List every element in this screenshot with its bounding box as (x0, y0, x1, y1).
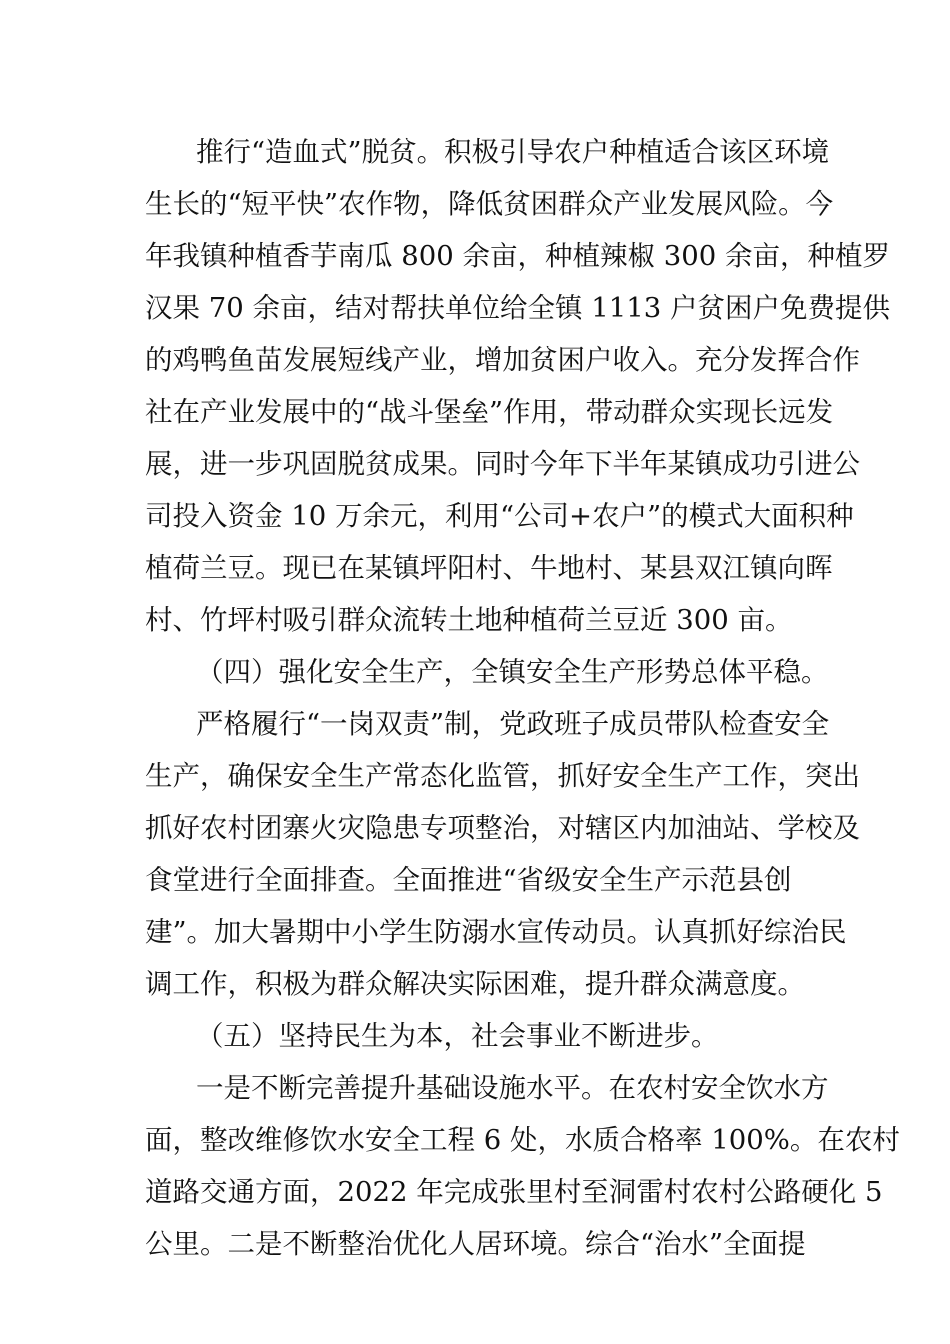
paragraph-line: 面，整改维修饮水安全工程 6 处，水质合格率 100%。在农村 (145, 1124, 900, 1156)
paragraph-line: 食堂进行全面排查。全面推进“省级安全生产示范县创 (145, 864, 792, 896)
paragraph-line: 生长的“短平快”农作物，降低贫困群众产业发展风险。今 (145, 188, 834, 220)
paragraph-line: 年我镇种植香芋南瓜 800 余亩，种植辣椒 300 余亩，种植罗 (145, 240, 890, 272)
paragraph-line: 生产，确保安全生产常态化监管，抓好安全生产工作，突出 (145, 760, 860, 792)
paragraph-line: 严格履行“一岗双责”制，党政班子成员带队检查安全 (196, 708, 830, 740)
section-heading: （四）强化安全生产，全镇安全生产形势总体平稳。 (196, 656, 829, 688)
section-heading: （五）坚持民生为本，社会事业不断进步。 (196, 1020, 719, 1052)
paragraph-line: 抓好农村团寨火灾隐患专项整治，对辖区内加油站、学校及 (145, 812, 860, 844)
paragraph-line: 植荷兰豆。现已在某镇坪阳村、牛地村、某县双江镇向晖 (145, 552, 833, 584)
paragraph-line: 村、竹坪村吸引群众流转土地种植荷兰豆近 300 亩。 (145, 604, 793, 636)
paragraph-line: 调工作，积极为群众解决实际困难，提升群众满意度。 (145, 968, 805, 1000)
paragraph-line: 建”。加大暑期中小学生防溺水宣传动员。认真抓好综治民 (145, 916, 847, 948)
paragraph-line: 推行“造血式”脱贫。积极引导农户种植适合该区环境 (196, 136, 830, 168)
paragraph-line: 一是不断完善提升基础设施水平。在农村安全饮水方 (196, 1072, 829, 1104)
paragraph-line: 道路交通方面，2022 年完成张里村至洞雷村农村公路硬化 5 (145, 1176, 883, 1208)
paragraph-line: 汉果 70 余亩，结对帮扶单位给全镇 1113 户贫困户免费提供 (145, 292, 890, 324)
paragraph-line: 社在产业发展中的“战斗堡垒”作用，带动群众实现长远发 (145, 396, 834, 428)
paragraph-line: 公里。二是不断整治优化人居环境。综合“治水”全面提 (145, 1228, 806, 1260)
paragraph-line: 展，进一步巩固脱贫成果。同时今年下半年某镇成功引进公 (145, 448, 860, 480)
paragraph-line: 的鸡鸭鱼苗发展短线产业，增加贫困户收入。充分发挥合作 (145, 344, 860, 376)
paragraph-line: 司投入资金 10 万余元，利用“公司+农户”的模式大面积种 (145, 500, 854, 532)
